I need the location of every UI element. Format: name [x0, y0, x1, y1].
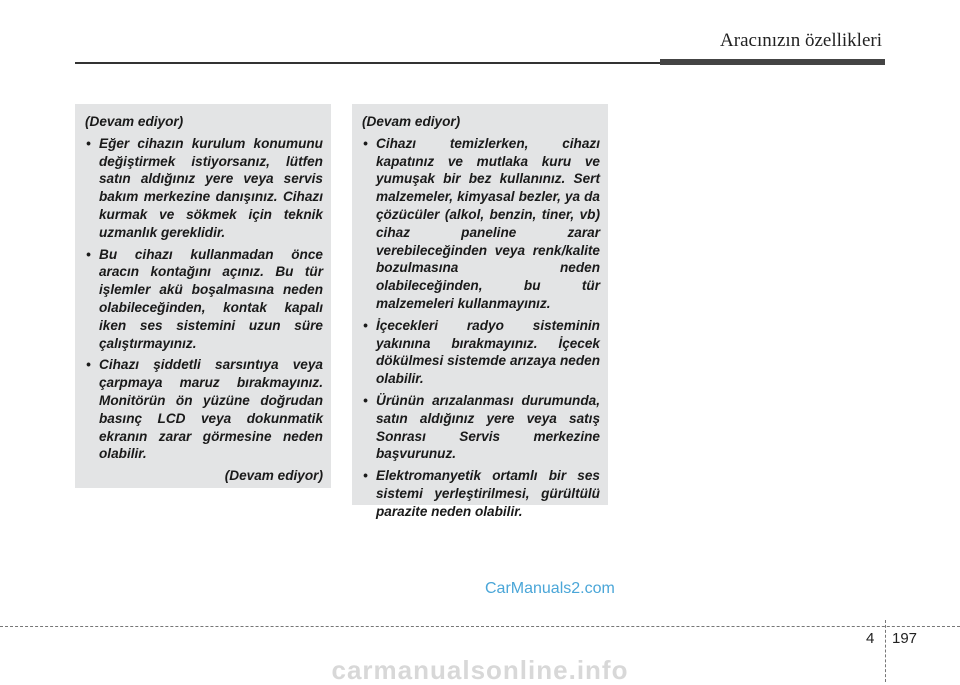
page-number: 197	[892, 630, 918, 647]
caution-item: • Elektromanyetik ortamlı bir ses sistemi yerleştirilmesi, gürültülü parazite neden olabilir.	[362, 467, 600, 520]
caution-item: • Eğer cihazın kurulum konumunu değiştirmek istiyorsanız, lütfen satın aldığınız yere veya servis bakım merkezine danışınız. Cihazı kurmak ve sökmek için teknik uzmanlık gereklidir.	[85, 135, 323, 242]
footer-divider	[0, 626, 960, 627]
caution-item: • İçecekleri radyo sisteminin yakınına bırakmayınız. İçecek dökülmesi sistemde arızaya neden olabilir.	[362, 317, 600, 388]
caution-item: • Bu cihazı kullanmadan önce aracın kontağını açınız. Bu tür işlemler akü boşalmasına neden olabileceğinden, kontak kapalı iken ses sistemini uzun süre çalıştırmayınız.	[85, 246, 323, 353]
continued-label-top: (Devam ediyor)	[362, 114, 461, 129]
continued-label-bottom: (Devam ediyor)	[224, 468, 323, 484]
caution-box-left	[75, 104, 331, 488]
caution-item: • Cihazı temizlerken, cihazı kapatınız ve mutlaka kuru ve yumuşak bir bez kullanınız. Sert malzemeler, kimyasal bezler, ya da çözücüler (alkol, benzin, tiner, vb) cihaz paneline zarar verebileceğinden veya renk/kalite bozulmasına neden olabileceğinden, bu tür malzemeleri kullanmayınız.	[362, 135, 600, 313]
page-header-title: Aracınızın özellikleri	[720, 30, 882, 51]
carmanuals-watermark-link[interactable]: CarManuals2.com	[485, 580, 615, 597]
header-accent-bar	[660, 59, 885, 65]
caution-item: • Ürünün arızalanması durumunda, satın aldığınız yere veya satış Sonrası Servis merkezine başvurunuz.	[362, 392, 600, 463]
caution-box-right	[352, 104, 608, 519]
caution-item: • Cihazı şiddetli sarsıntıya veya çarpmaya maruz bırakmayınız. Monitörün ön yüzüne doğrudan basınç LCD veya dokunmatik ekranın zarar görmesine neden olabilir.	[85, 356, 323, 463]
chapter-number: 4	[866, 630, 875, 647]
caution-list	[362, 135, 600, 521]
continued-label-top: (Devam ediyor)	[85, 114, 184, 129]
site-watermark: carmanualsonline.info	[331, 655, 629, 685]
caution-list	[85, 135, 323, 463]
